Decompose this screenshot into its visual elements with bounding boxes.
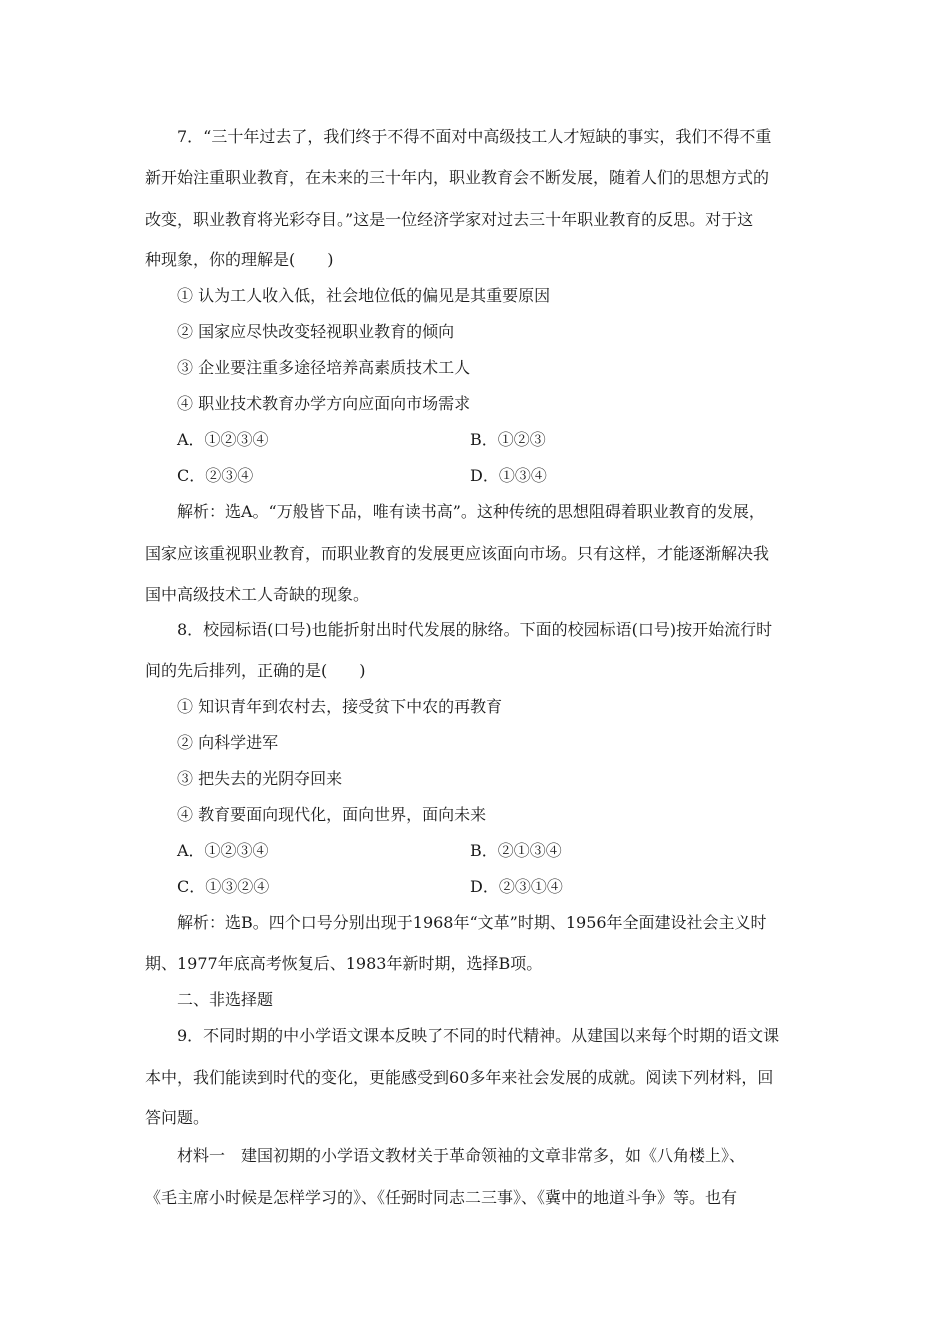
q8-item-4: ④ 教育要面向现代化，面向世界，面向未来: [177, 805, 487, 824]
q8-option-b: B．②①③④: [470, 841, 562, 860]
q7-stem-line-1: 7．“三十年过去了，我们终于不得不面对中高级技工人才短缺的事实，我们不得不重: [177, 127, 772, 146]
q8-item-1: ① 知识青年到农村去，接受贫下中农的再教育: [177, 697, 503, 716]
q7-stem-line-2: 新开始注重职业教育，在未来的三十年内，职业教育会不断发展，随着人们的思想方式的: [145, 168, 770, 187]
q7-option-a: A．①②③④: [177, 430, 269, 449]
q7-option-b: B．①②③: [470, 430, 546, 449]
q8-item-2: ② 向科学进军: [177, 733, 279, 752]
q7-item-2: ② 国家应尽快改变轻视职业教育的倾向: [177, 322, 455, 341]
q9-material-line-1: 材料一 建国初期的小学语文教材关于革命领袖的文章非常多，如《八角楼上》、: [177, 1146, 746, 1165]
q8-stem-line-2: 间的先后排列，正确的是( ): [145, 661, 366, 680]
q7-item-4: ④ 职业技术教育办学方向应面向市场需求: [177, 394, 471, 413]
q8-option-d: D．②③①④: [470, 877, 563, 896]
q8-option-a: A．①②③④: [177, 841, 269, 860]
q8-item-3: ③ 把失去的光阴夺回来: [177, 769, 343, 788]
q7-item-3: ③ 企业要注重多途径培养高素质技术工人: [177, 358, 471, 377]
q9-stem-line-1: 9．不同时期的中小学语文课本反映了不同的时代精神。从建国以来每个时期的语文课: [177, 1026, 780, 1045]
q7-analysis-line-2: 国家应该重视职业教育，而职业教育的发展更应该面向市场。只有这样，才能逐渐解决我: [145, 544, 770, 563]
q8-option-c: C．①③②④: [177, 877, 270, 896]
q7-option-d: D．①③④: [470, 466, 547, 485]
q9-material-line-2: 《毛主席小时候是怎样学习的》、《任弼时同志二三事》、《冀中的地道斗争》等。也有: [145, 1188, 738, 1207]
q7-item-1: ① 认为工人收入低，社会地位低的偏见是其重要原因: [177, 286, 551, 305]
q7-stem-line-4: 种现象，你的理解是( ): [145, 250, 334, 269]
q8-analysis-line-2: 期、1977年底高考恢复后、1983年新时期，选择B项。: [145, 954, 543, 973]
q7-analysis-line-1: 解析：选A。“万般皆下品，唯有读书高”。这种传统的思想阻碍着职业教育的发展，: [177, 502, 765, 521]
section-heading: 二、非选择题: [177, 990, 274, 1009]
q9-stem-line-2: 本中，我们能读到时代的变化，更能感受到60多年来社会发展的成就。阅读下列材料，回: [145, 1068, 774, 1087]
q8-stem-line-1: 8．校园标语(口号)也能折射出时代发展的脉络。下面的校园标语(口号)按开始流行时: [177, 620, 773, 639]
q9-stem-line-3: 答问题。: [145, 1108, 210, 1127]
q8-analysis-line-1: 解析：选B。四个口号分别出现于1968年“文革”时期、1956年全面建设社会主义时: [177, 913, 767, 932]
q7-stem-line-3: 改变，职业教育将光彩夺目。”这是一位经济学家对过去三十年职业教育的反思。对于这: [145, 210, 754, 229]
q7-option-c: C．②③④: [177, 466, 254, 485]
q7-analysis-line-3: 国中高级技术工人奇缺的现象。: [145, 585, 370, 604]
